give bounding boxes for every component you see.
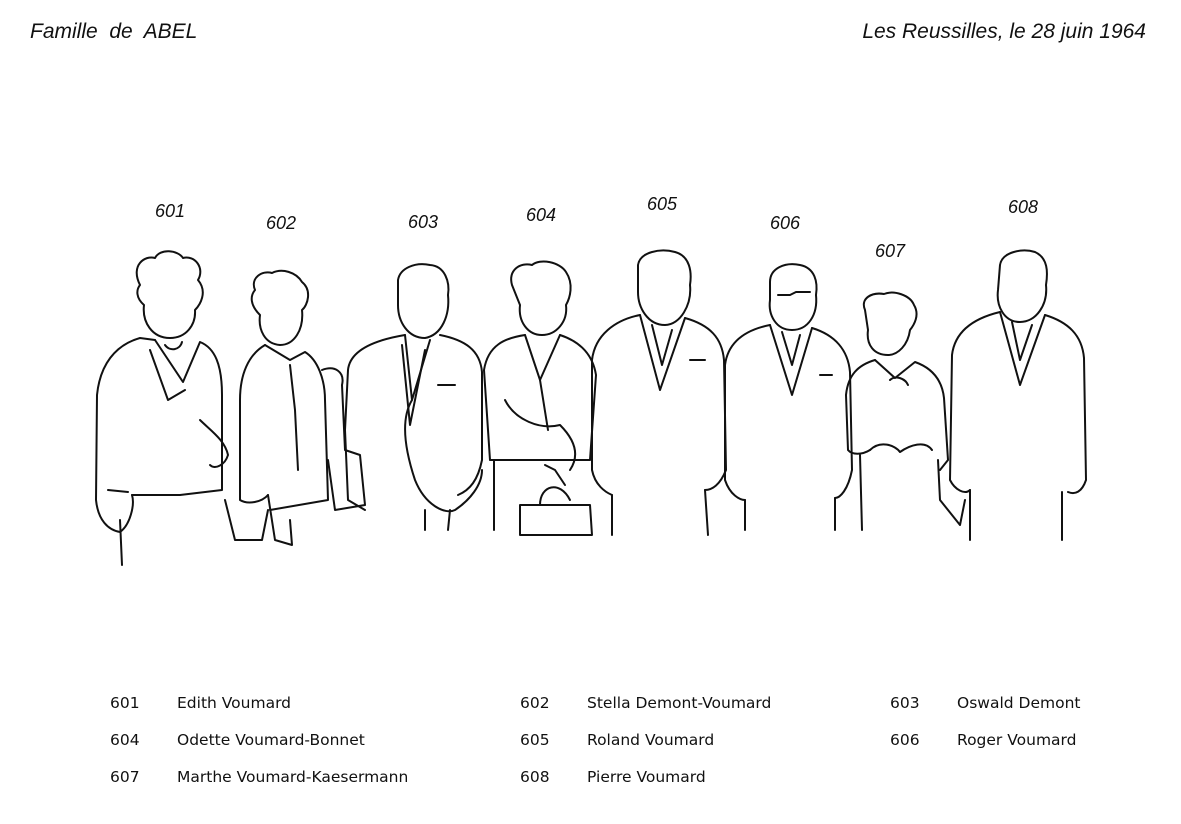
figure-603 [345, 264, 482, 530]
legend-name: Odette Voumard-Bonnet [177, 731, 365, 749]
legend-name: Roland Voumard [587, 731, 715, 749]
figure-number-605: 605 [647, 194, 678, 214]
figure-606 [725, 264, 852, 530]
legend-number: 607 [110, 768, 140, 786]
legend-number: 602 [520, 694, 550, 712]
figure-number-602: 602 [266, 213, 297, 233]
place-date: Les Reussilles, le 28 juin 1964 [862, 20, 1146, 43]
figure-number-608: 608 [1008, 197, 1039, 217]
figure-602 [225, 271, 365, 545]
legend-name: Marthe Voumard-Kaesermann [177, 768, 409, 786]
legend-number: 606 [890, 731, 920, 749]
figure-number-603: 603 [408, 212, 439, 232]
legend-name: Oswald Demont [957, 694, 1081, 712]
figure-number-606: 606 [770, 213, 801, 233]
figure-604 [484, 261, 596, 535]
legend-number: 605 [520, 731, 550, 749]
legend-name: Roger Voumard [957, 731, 1077, 749]
legend-number: 608 [520, 768, 550, 786]
legend-name: Edith Voumard [177, 694, 292, 712]
figure-number-601: 601 [155, 201, 186, 221]
figure-605 [592, 251, 726, 535]
figure-608 [950, 251, 1086, 540]
family-title: Famille de ABEL [30, 20, 198, 43]
legend-name: Pierre Voumard [587, 768, 706, 786]
legend-number: 603 [890, 694, 920, 712]
figure-number-604: 604 [526, 205, 557, 225]
figure-number-607: 607 [875, 241, 906, 261]
figure-607 [846, 293, 965, 530]
legend-name: Stella Demont-Voumard [587, 694, 772, 712]
legend-number: 604 [110, 731, 140, 749]
name-legend [0, 694, 1181, 804]
legend-number: 601 [110, 694, 140, 712]
figure-601 [96, 251, 228, 565]
